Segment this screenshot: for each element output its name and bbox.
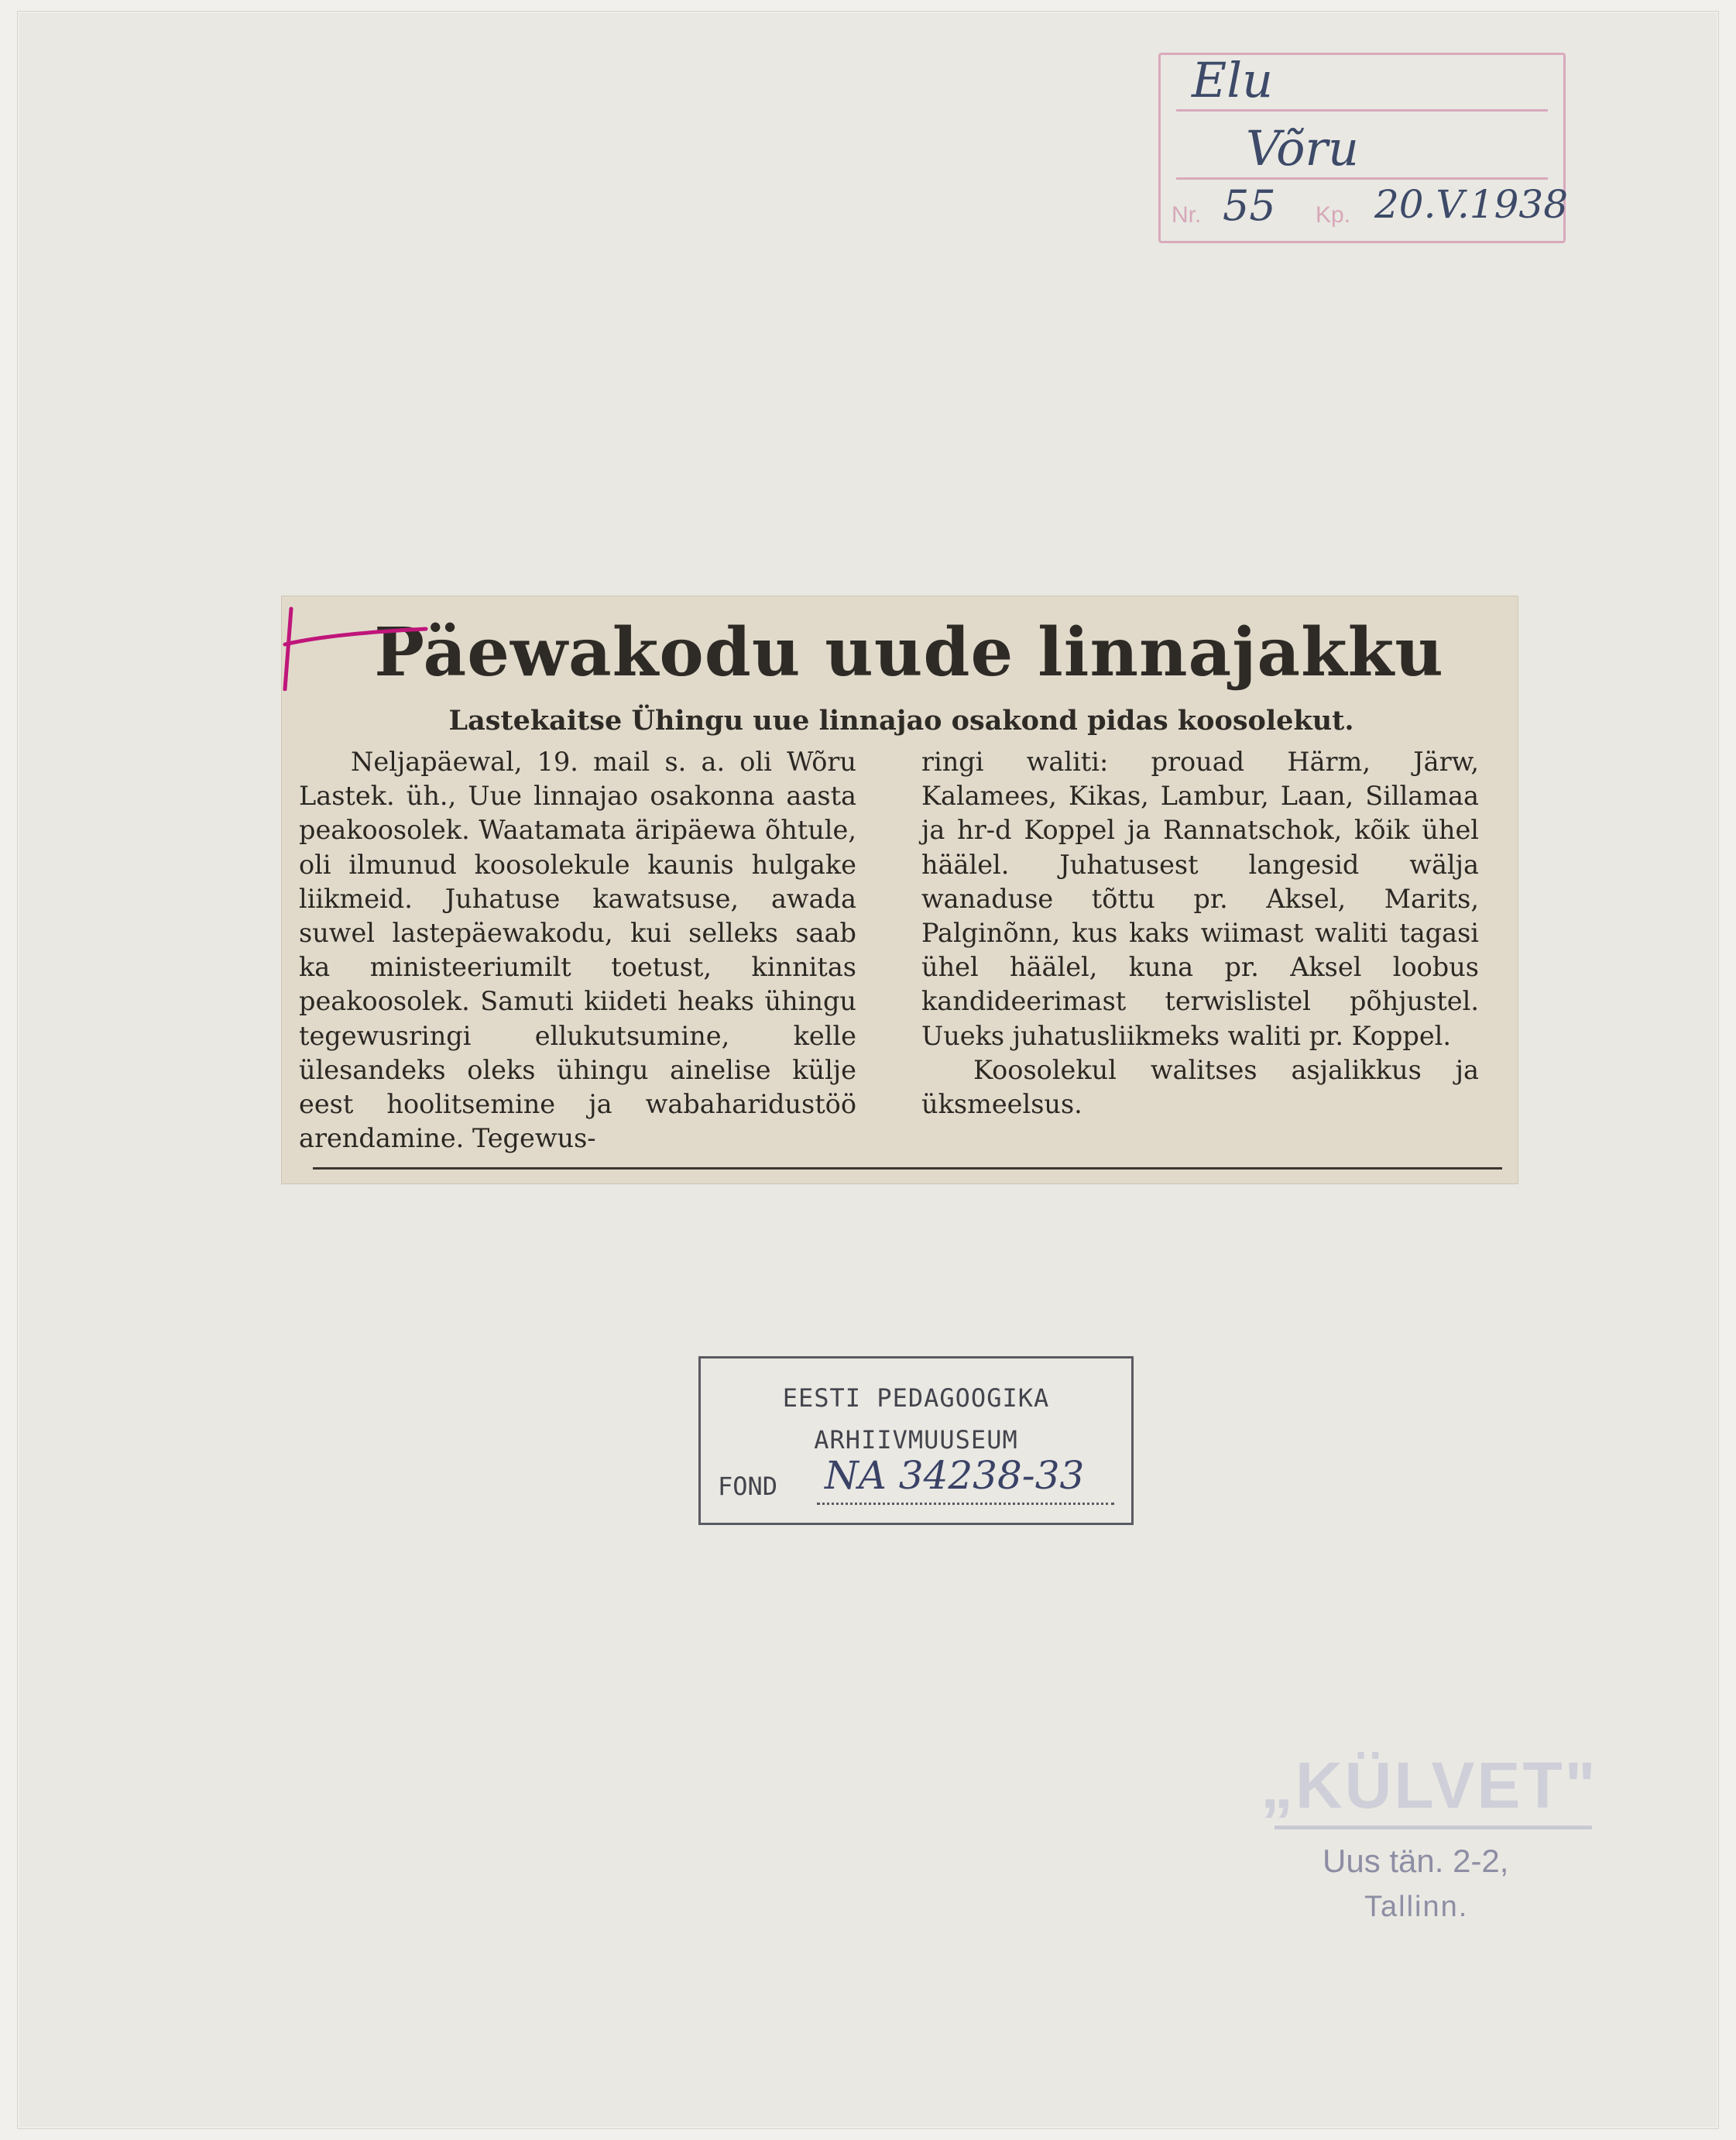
- kp-label: Kp.: [1316, 202, 1351, 228]
- newspaper-clipping: [282, 596, 1518, 1183]
- handwritten-number: 55: [1223, 181, 1276, 230]
- nr-label: Nr.: [1172, 202, 1202, 228]
- article-headline: Päewakodu uude linnajakku: [374, 613, 1444, 692]
- article-column-right: [921, 745, 1479, 1122]
- handwritten-date: 20.V.1938: [1374, 182, 1569, 227]
- article-paragraph: Neljapäewal, 19. mail s. a. oli Wõru Lastek. üh., Uue linnajao osakonna aasta peakoosolek. Waatamata äripäewa õhtule, oli ilmunud koosolekule kaunis hulgake liikmeid. Juhatuse kawatsuse, awada suwel lastepäewakodu, kui selleks saab ka ministeeriumilt toetust, kinnitas peakoosolek. Samuti kiideti heaks ühingu tegewusringi ellukutsumine, kelle ülesandeks oleks ühingu ainelise külje eest hoolitsemine ja wabaharidustöö arendamine. Tegewus-: [299, 747, 856, 1154]
- registration-stamp: [1158, 52, 1569, 243]
- publisher-stamp: [1261, 1748, 1598, 1949]
- bottom-rule: [313, 1167, 1502, 1170]
- handwritten-place: Võru: [1246, 120, 1359, 177]
- pen-mark-icon: [271, 598, 434, 691]
- dotted-line: [817, 1503, 1114, 1505]
- stamp-rule: [1275, 1826, 1592, 1829]
- archive-line2: ARHIIVMUUSEUM: [814, 1425, 1018, 1455]
- handwritten-publication: Elu: [1192, 52, 1274, 108]
- article-paragraph: ringi waliti: prouad Härm, Järw, Kalamees, Kikas, Lambur, Laan, Sillamaa ja hr-d Koppel ja Rannatschok, kõik ühel häälel. Juhatusest langesid wälja wanaduse tõttu pr. Aksel, Marits, Palginõnn, kus kaks wiimast waliti tagasi ühel häälel, kuna pr. Aksel loobus kandideerimast terwislistel põhjustel. Uueks juhatusliikmeks waliti pr. Koppel.: [921, 747, 1479, 1051]
- publisher-name: „KÜLVET": [1261, 1749, 1598, 1822]
- archive-line1: EESTI PEDAGOOGIKA: [782, 1383, 1050, 1413]
- fond-label: FOND: [718, 1472, 778, 1501]
- article-column-left: [299, 745, 856, 1156]
- publisher-address: Uus tän. 2-2,: [1323, 1843, 1509, 1879]
- article-paragraph: Koosolekul walitses asjalikkus ja üksmeelsus.: [921, 1054, 1479, 1120]
- article-subheadline: Lastekaitse Ühingu uue linnajao osakond pidas koosolekut.: [448, 705, 1354, 737]
- archive-stamp: [698, 1356, 1134, 1525]
- stamp-line: [1176, 177, 1548, 180]
- stamp-line: [1176, 109, 1548, 112]
- fond-number: NA 34238-33: [825, 1453, 1085, 1498]
- publisher-city: Tallinn.: [1364, 1891, 1469, 1923]
